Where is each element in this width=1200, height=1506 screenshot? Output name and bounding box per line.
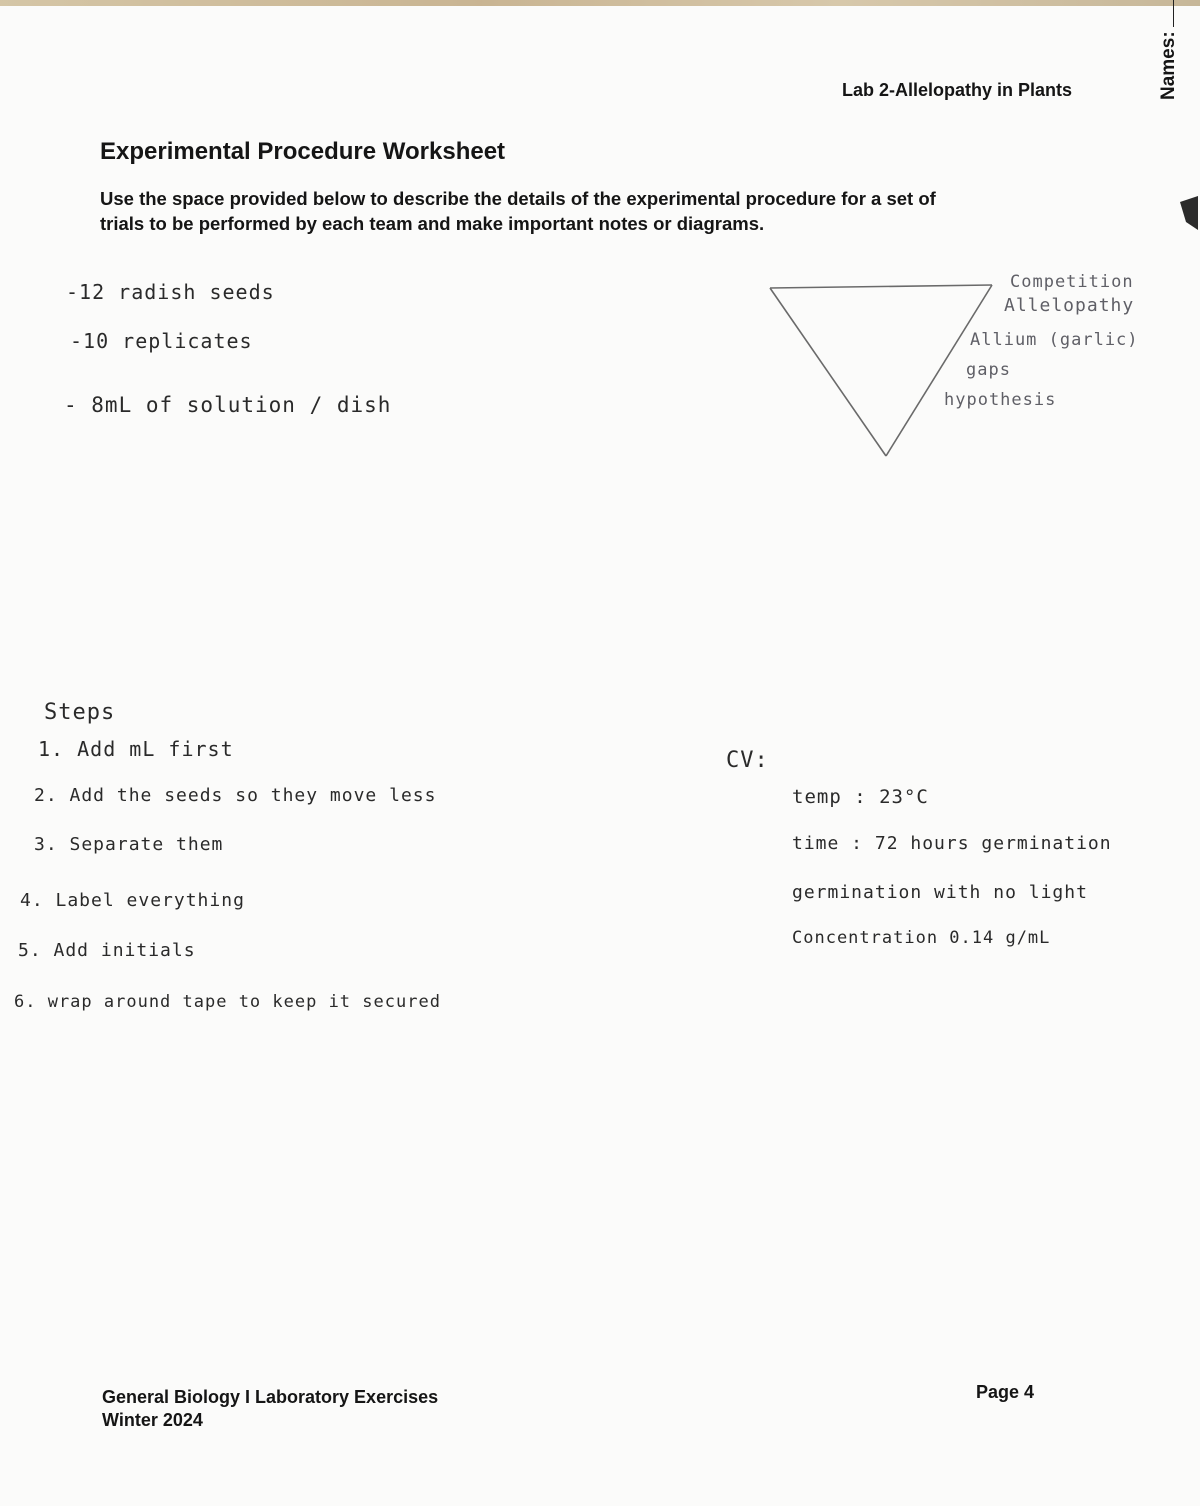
step-item: 1. Add mL first <box>38 737 234 761</box>
footer-course: General Biology I Laboratory Exercises <box>102 1387 439 1407</box>
step-item: 6. wrap around tape to keep it secured <box>14 992 441 1012</box>
step-item: 4. Label everything <box>20 890 245 911</box>
names-label: Names: <box>1158 0 1180 100</box>
page-number: Page 4 <box>976 1382 1035 1402</box>
cv-item: temp : 23°C <box>792 786 929 808</box>
step-item: 3. Separate them <box>34 834 224 855</box>
material-note: - 8mL of solution / dish <box>64 393 392 417</box>
funnel-term: hypothesis <box>944 390 1057 410</box>
instructions-line-2: trials to be performed by each team and make important notes or diagrams. <box>100 213 765 234</box>
step-item: 2. Add the seeds so they move less <box>34 785 437 806</box>
cv-label: CV: <box>726 748 769 773</box>
steps-heading: Steps <box>44 700 116 725</box>
cv-item: Concentration 0.14 g/mL <box>792 928 1051 948</box>
funnel-term: Allelopathy <box>1004 295 1135 316</box>
scan-edge-mark <box>1178 192 1200 232</box>
cv-item: germination with no light <box>792 882 1088 903</box>
instructions-line-1: Use the space provided below to describe the details of the experimental procedure for a set of <box>100 188 936 209</box>
funnel-term: Competition <box>1010 272 1134 292</box>
material-note: -10 replicates <box>70 329 253 353</box>
step-item: 5. Add initials <box>18 940 196 961</box>
lab-title: Lab 2-Allelopathy in Plants <box>842 80 1073 100</box>
funnel-term: gaps <box>966 360 1011 380</box>
worksheet-title: Experimental Procedure Worksheet <box>100 138 506 165</box>
scan-top-edge <box>0 0 1200 6</box>
material-note: -12 radish seeds <box>66 280 275 304</box>
funnel-term: Allium (garlic) <box>970 330 1139 350</box>
cv-item: time : 72 hours germination <box>792 833 1112 854</box>
footer-term: Winter 2024 <box>102 1410 203 1430</box>
